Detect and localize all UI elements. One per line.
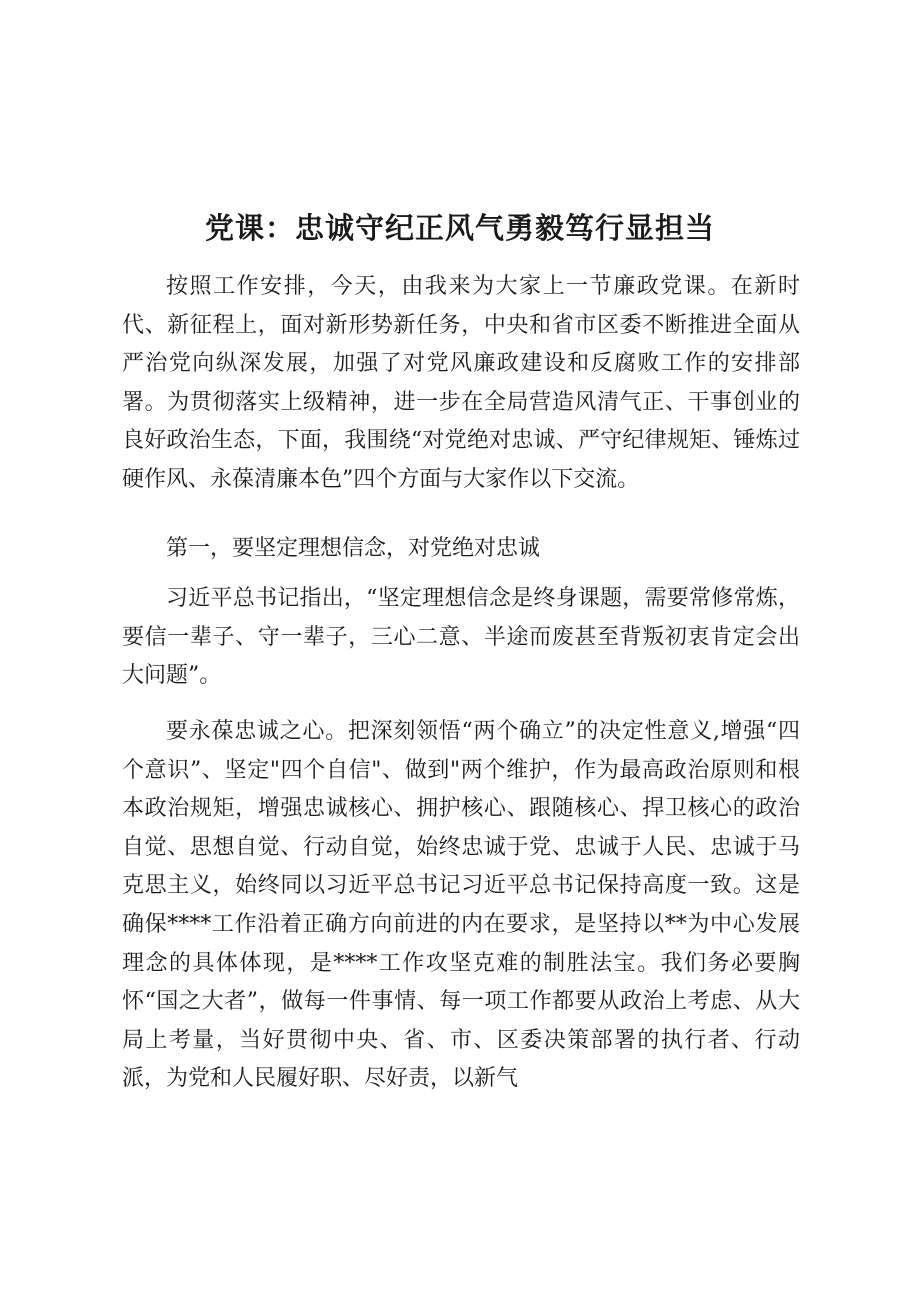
section-heading-first: 第一，要坚定理想信念，对党绝对忠诚 [166, 536, 541, 561]
loyalty-paragraph: 要永葆忠诚之心。把深刻领悟“两个确立”的决定性意义,增强“四个意识”、坚定"四个自信"、做到"两个维护，作为最高政治原则和根本政治规矩，增强忠诚核心、拥护核心、跟随核心、捍卫核心的政治自觉、思想自觉、行动自觉，始终忠诚于党、忠诚于人民、忠诚于马克思主义，始终同以习近平总书记习近平总书记保持高度一致。这是确保****工作沿着正确方向前进的内在要求，是坚持以**为中心发展理念的具体体现，是****工作攻坚克难的制胜法宝。我们务必要胸怀“国之大者”，做每一件事情、每一项工作都要从政治上考虑、从大局上考量，当好贯彻中央、省、市、区委决策部署的执行者、行动派，为党和人民履好职、尽好责，以新气 [122, 719, 800, 1092]
quote-paragraph: 习近平总书记指出，“坚定理想信念是终身课题，需要常修常炼，要信一辈子、守一辈子，三心二意、半途而废甚至背叛初衷肯定会出大问题”。 [122, 586, 800, 689]
document-title: 党课：忠诚守纪正风气勇毅笃行显担当 [204, 211, 715, 245]
intro-paragraph: 按照工作安排，今天，由我来为大家上一节廉政党课。在新时代、新征程上，面对新形势新任务，中央和省市区委不断推进全面从严治党向纵深发展，加强了对党风廉政建设和反腐败工作的安排部署。为贯彻落实上级精神，进一步在全局营造风清气正、干事创业的良好政治生态，下面，我围绕“对党绝对忠诚、严守纪律规矩、锤炼过硬作风、永葆清廉本色”四个方面与大家作以下交流。 [122, 274, 800, 492]
